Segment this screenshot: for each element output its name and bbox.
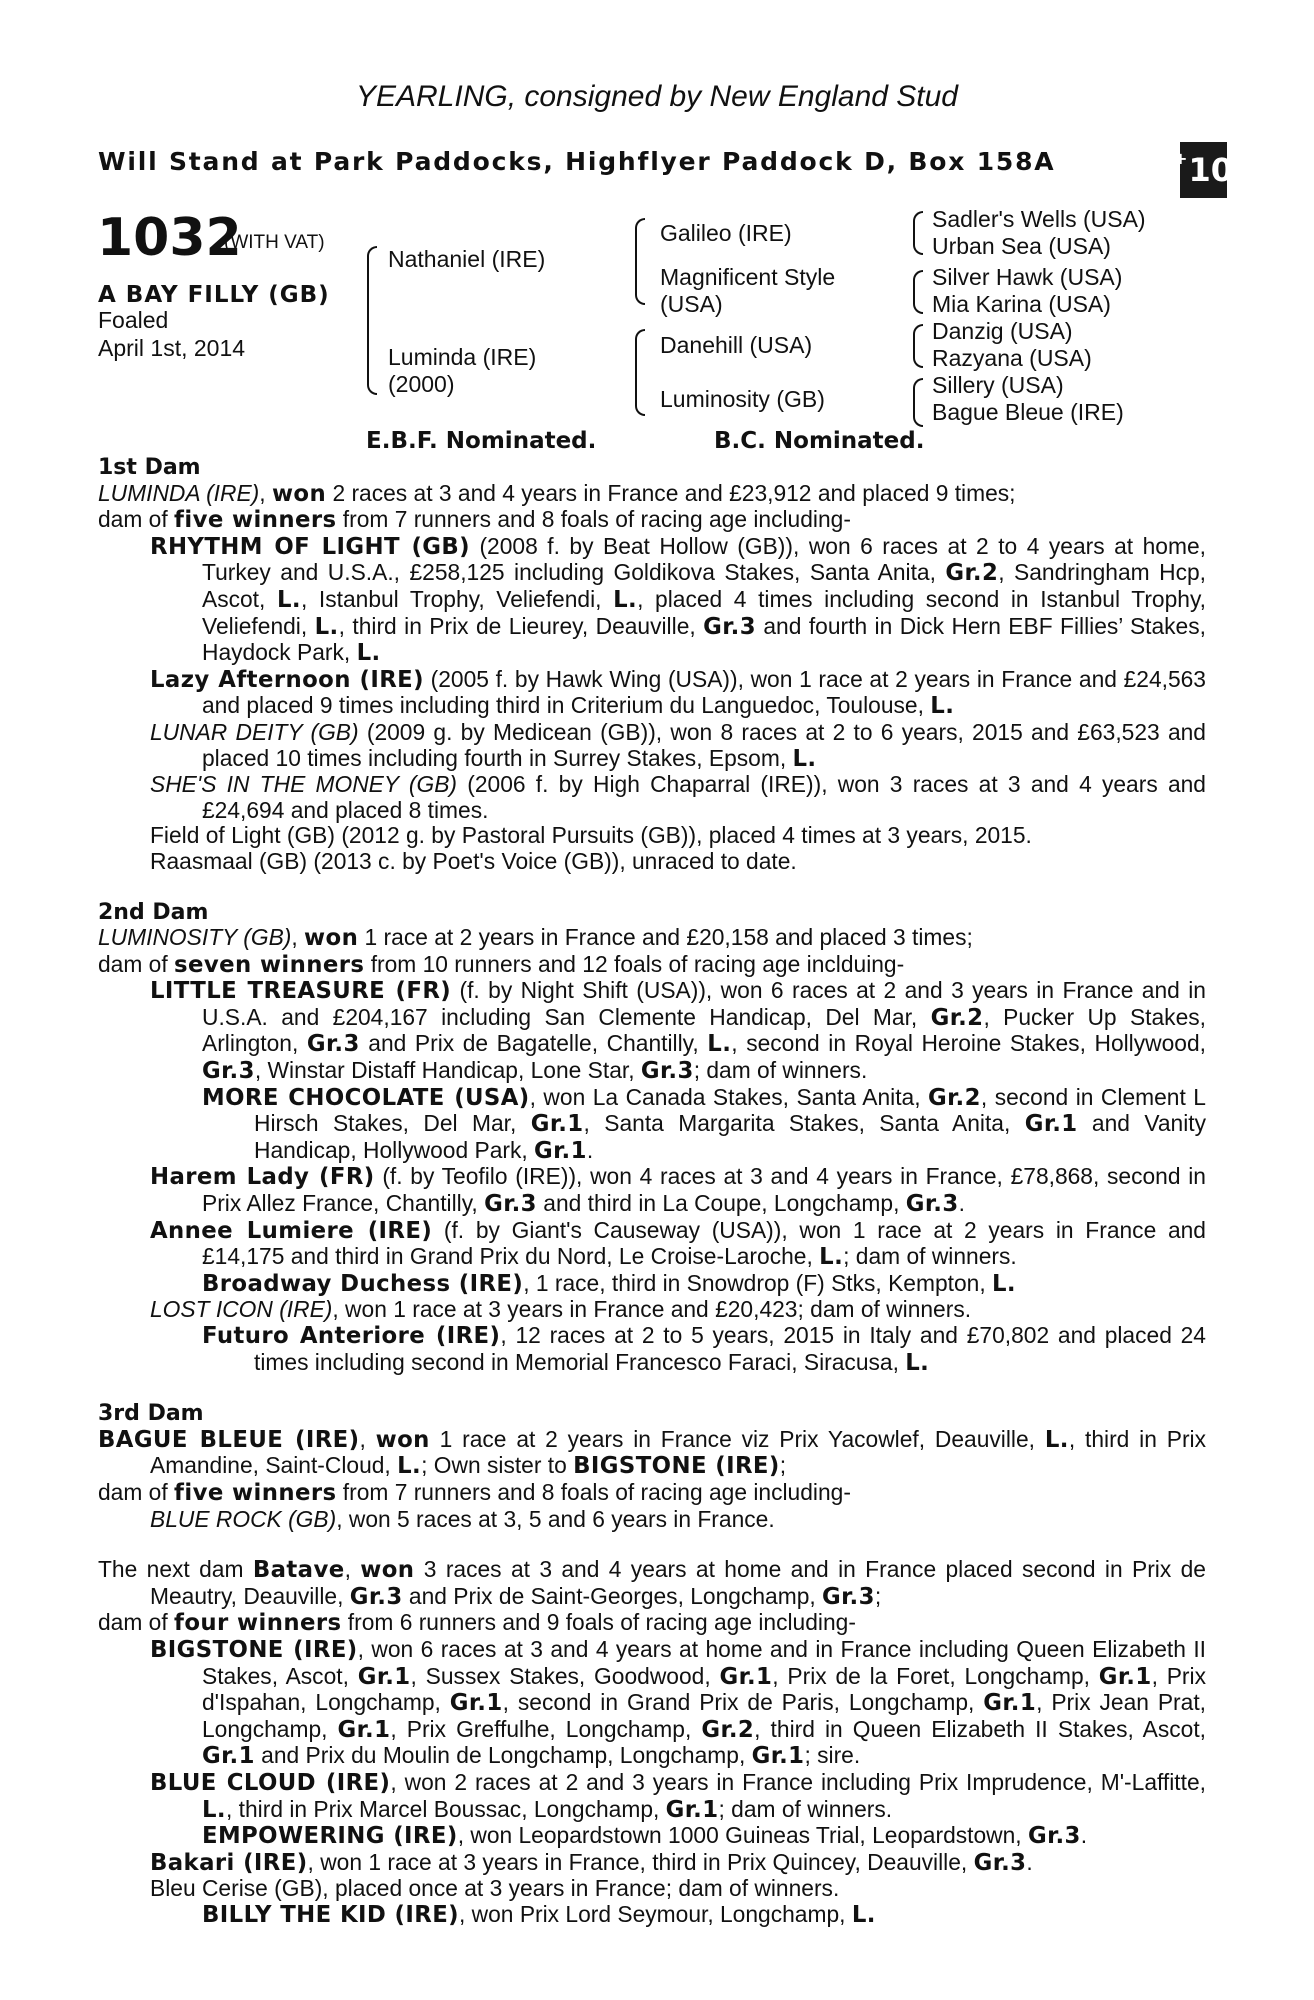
- foaled-info: [98, 306, 245, 362]
- lot-number: 1032: [97, 208, 242, 268]
- second-dam-record: LUMINOSITY (GB), won 1 race at 2 years in France and £20,158 and placed 3 times;: [98, 924, 973, 952]
- dam-sire-sire: Danzig (USA): [932, 318, 1073, 344]
- sire-sire: Galileo (IRE): [660, 220, 792, 246]
- sire-dam-name: Magnificent Style: [660, 264, 836, 290]
- second-dam-heading: 2nd Dam: [98, 899, 209, 925]
- second-dam-produce-summary: dam of seven winners from 10 runners and 12 foals of racing age inclduing-: [98, 950, 905, 978]
- produce-rhythm-of-light: RHYTHM OF LIGHT (GB) (2008 f. by Beat Hollow (GB)), won 6 races at 2 to 4 years at home, Turkey and U.S.A., £258,125 including Goldikova Stakes, Santa Anita, Gr.2, Sandringham Hcp, Ascot, L., Istanbul Trophy, Veliefendi, L., placed 4 times including second in Istanbul Trophy, Veliefendi, L., third in Prix de Lieurey, Deauville, Gr.3 and fourth in Dick Hern EBF Fillies’ Stakes, Haydock Park, L.: [150, 532, 1206, 667]
- pedigree-bracket-g3-4: [913, 378, 923, 427]
- sire-dam-country: (USA): [660, 291, 723, 317]
- badge-number: 10: [1188, 151, 1233, 189]
- third-dam-produce-summary: dam of five winners from 7 runners and 8 foals of racing age including-: [98, 1478, 851, 1506]
- catalogue-body: [98, 455, 1206, 1928]
- produce-lost-icon: LOST ICON (IRE), won 1 race at 3 years in France and £20,423; dam of winners.: [150, 1296, 972, 1323]
- produce-field-of-light: Field of Light (GB) (2012 g. by Pastoral Pursuits (GB)), placed 4 times at 3 years, 2015.: [150, 822, 1032, 849]
- pedigree-bracket-g3-3: [913, 324, 923, 368]
- produce-more-chocolate: MORE CHOCOLATE (USA), won La Canada Stakes, Santa Anita, Gr.2, second in Clement L Hirsch Stakes, Del Mar, Gr.1, Santa Margarita Stakes, Santa Anita, Gr.1 and Vanity Handicap, Hollywood Park, Gr.1.: [202, 1083, 1207, 1164]
- dam-dam: Luminosity (GB): [660, 386, 825, 412]
- produce-bigstone: BIGSTONE (IRE), won 6 races at 3 and 4 years at home and in France including Queen Elizabeth II Stakes, Ascot, Gr.1, Sussex Stakes, Goodwood, Gr.1, Prix de la Foret, Longchamp, Gr.1, Prix d'Ispahan, Longchamp, Gr.1, second in Grand Prix de Paris, Longchamp, Gr.1, Prix Jean Prat, Longchamp, Gr.1, Prix Greffulhe, Longchamp, Gr.2, third in Queen Elizabeth II Stakes, Ascot, Gr.1 and Prix du Moulin de Longchamp, Longchamp, Gr.1; sire.: [150, 1635, 1206, 1770]
- dam-sire-dam: Razyana (USA): [932, 345, 1092, 371]
- lot-badge: [1174, 142, 1233, 198]
- foaled-label: Foaled: [98, 307, 169, 333]
- vat-label: (WITH VAT): [224, 232, 325, 253]
- pedigree-bracket-g3-1: [913, 211, 923, 255]
- produce-bleu-cerise: Bleu Cerise (GB), placed once at 3 years in France; dam of winners.: [150, 1875, 840, 1902]
- dam-sire: Danehill (USA): [660, 332, 813, 358]
- produce-broadway-duchess: Broadway Duchess (IRE), 1 race, third in Snowdrop (F) Stks, Kempton, L.: [202, 1269, 1016, 1297]
- produce-lazy-afternoon: Lazy Afternoon (IRE) (2005 f. by Hawk Wing (USA)), won 1 race at 2 years in France and £24,563 and placed 9 times including third in Criterium du Languedoc, Toulouse, L.: [150, 665, 1206, 720]
- foaled-date: April 1st, 2014: [98, 335, 246, 361]
- sire: Nathaniel (IRE): [388, 246, 546, 272]
- stabling-location: Will Stand at Park Paddocks, Highflyer Paddock D, Box 158A: [98, 147, 1056, 176]
- pedigree-bracket-g2-dam: [635, 329, 645, 416]
- sire-sire-dam: Urban Sea (USA): [932, 233, 1111, 259]
- consignment-title: YEARLING, consigned by New England Stud: [355, 80, 958, 113]
- produce-blue-rock: BLUE ROCK (GB), won 5 races at 3, 5 and 6 years in France.: [150, 1505, 775, 1532]
- badge-plus: +: [1174, 148, 1188, 168]
- pedigree-bracket-g2-sire: [635, 218, 645, 305]
- produce-billy-the-kid: BILLY THE KID (IRE), won Prix Lord Seymour, Longchamp, L.: [202, 1900, 876, 1928]
- first-dam-heading: 1st Dam: [98, 455, 201, 480]
- sire-dam-sire: Silver Hawk (USA): [932, 264, 1123, 290]
- dam-year: (2000): [388, 371, 455, 397]
- third-dam-record: BAGUE BLEUE (IRE), won 1 race at 2 years in France viz Prix Yacowlef, Deauville, L., third in Prix Amandine, Saint-Cloud, L.; Own sister to BIGSTONE (IRE);: [98, 1425, 1207, 1480]
- first-dam-produce-summary: dam of five winners from 7 runners and 8 foals of racing age including-: [98, 506, 851, 534]
- dam-dam-dam: Bague Bleue (IRE): [932, 399, 1124, 425]
- produce-bakari: Bakari (IRE), won 1 race at 3 years in France, third in Prix Quincey, Deauville, Gr.3.: [150, 1848, 1033, 1876]
- dam-name: Luminda (IRE): [388, 344, 537, 370]
- produce-harem-lady: Harem Lady (FR) (f. by Teofilo (IRE)), won 4 races at 3 and 4 years in France, £78,868, second in Prix Allez France, Chantilly, Gr.3 and third in La Coupe, Longchamp, Gr.3.: [150, 1163, 1206, 1218]
- sire-sire-sire: Sadler's Wells (USA): [932, 206, 1146, 232]
- produce-shes-in-the-money: SHE'S IN THE MONEY (GB) (2006 f. by High Chaparral (IRE)), won 3 races at 3 and 4 years and £24,694 and placed 8 times.: [150, 771, 1206, 823]
- pedigree-bracket-g3-2: [913, 270, 923, 314]
- produce-lunar-deity: LUNAR DEITY (GB) (2009 g. by Medicean (GB)), won 8 races at 2 to 6 years, 2015 and £63,523 and placed 10 times including fourth in Surrey Stakes, Epsom, L.: [150, 718, 1206, 772]
- produce-little-treasure: LITTLE TREASURE (FR) (f. by Night Shift (USA)), won 6 races at 2 and 3 years in France and in U.S.A. and £204,167 including San Clemente Handicap, Del Mar, Gr.2, Pucker Up Stakes, Arlington, Gr.3 and Prix de Bagatelle, Chantilly, L., second in Royal Heroine Stakes, Hollywood, Gr.3, Winstar Distaff Handicap, Lone Star, Gr.3; dam of winners.: [150, 977, 1206, 1085]
- sire-dam-dam: Mia Karina (USA): [932, 291, 1111, 317]
- next-dam-produce-summary: dam of four winners from 6 runners and 9 foals of racing age including-: [98, 1609, 856, 1637]
- next-dam-record: The next dam Batave, won 3 races at 3 and 4 years at home and in France placed second in Prix de Meautry, Deauville, Gr.3 and Prix de Saint-Georges, Longchamp, Gr.3;: [98, 1556, 1206, 1610]
- produce-blue-cloud: BLUE CLOUD (IRE), won 2 races at 2 and 3 years in France including Prix Imprudence, M'-Laffitte, L., third in Prix Marcel Boussac, Longchamp, Gr.1; dam of winners.: [150, 1768, 1206, 1823]
- pedigree-bracket-g1: [367, 246, 377, 395]
- produce-raasmaal: Raasmaal (GB) (2013 c. by Poet's Voice (GB)), unraced to date.: [150, 847, 797, 874]
- ebf-nominated: E.B.F. Nominated.: [366, 428, 597, 454]
- bc-nominated: B.C. Nominated.: [714, 428, 925, 454]
- produce-annee-lumiere: Annee Lumiere (IRE) (f. by Giant's Causeway (USA)), won 1 race at 2 years in France and £14,175 and third in Grand Prix du Nord, Le Croise-Laroche, L.; dam of winners.: [150, 1216, 1206, 1271]
- sire-dam: [660, 264, 835, 318]
- produce-futuro-anteriore: Futuro Anteriore (IRE), 12 races at 2 to 5 years, 2015 in Italy and £70,802 and placed 24 times including second in Memorial Francesco Faraci, Siracusa, L.: [202, 1322, 1206, 1376]
- third-dam-heading: 3rd Dam: [98, 1401, 204, 1427]
- dam: [388, 344, 536, 398]
- dam-dam-sire: Sillery (USA): [932, 372, 1064, 398]
- produce-empowering: EMPOWERING (IRE), won Leopardstown 1000 Guineas Trial, Leopardstown, Gr.3.: [202, 1822, 1088, 1850]
- first-dam-record: LUMINDA (IRE), won 2 races at 3 and 4 years in France and £23,912 and placed 9 times;: [98, 479, 1016, 507]
- horse-description: A BAY FILLY (GB): [98, 282, 330, 308]
